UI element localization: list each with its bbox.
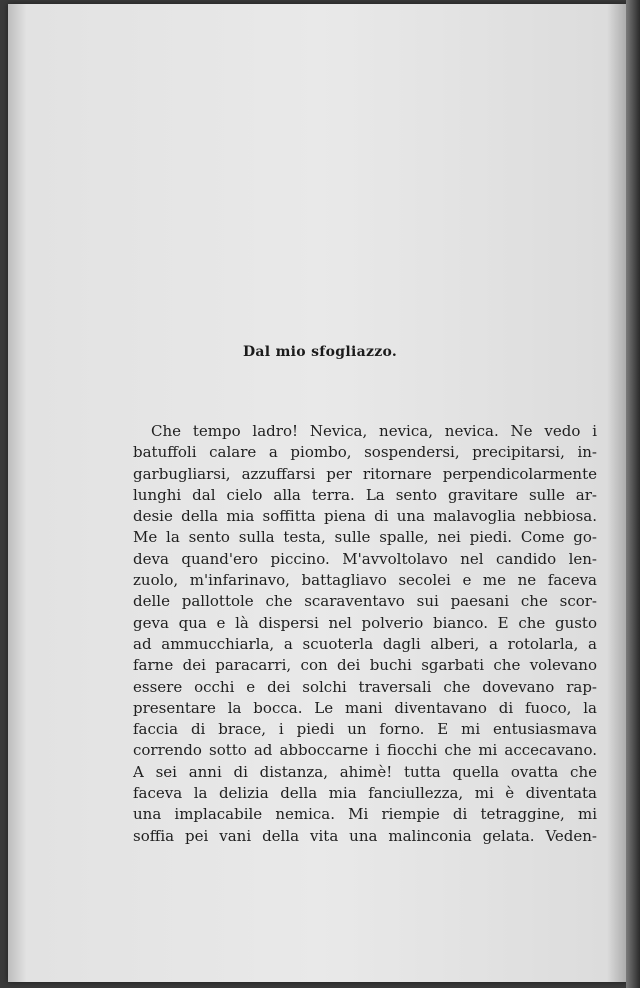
text-line: deva quand'ero piccino. M'avvoltolavo nel candido len- bbox=[133, 549, 597, 568]
text-line: delle pallottole che scaraventavo sui paesani che scor- bbox=[133, 592, 597, 611]
text-line: ad ammucchiarla, a scuoterla dagli alberi, a rotolarla, a bbox=[133, 634, 597, 653]
text-line: Me la sento sulla testa, sulle spalle, nei piedi. Come go- bbox=[133, 528, 597, 547]
text-line: desie della mia soffitta piena di una malavoglia nebbiosa. bbox=[133, 507, 597, 526]
text-line: Che tempo ladro! Nevica, nevica, nevica. Ne vedo i bbox=[151, 422, 597, 440]
text-line: correndo sotto ad abboccarne i fiocchi che mi accecavano. bbox=[133, 741, 597, 760]
text-line: A sei anni di distanza, ahimè! tutta quella ovatta che bbox=[133, 762, 597, 781]
text-line: zuolo, m'infarinavo, battagliavo secolei e me ne faceva bbox=[133, 571, 597, 590]
text-line: una implacabile nemica. Mi riempie di tetraggine, mi bbox=[133, 805, 597, 824]
text-line: faceva la delizia della mia fanciullezza, mi è diventata bbox=[133, 784, 597, 803]
text-line: batuffoli calare a piombo, sospendersi, precipitarsi, in- bbox=[133, 443, 597, 462]
text-line: presentare la bocca. Le mani diventavano di fuoco, la bbox=[133, 698, 597, 717]
text-line: essere occhi e dei solchi traversali che dovevano rap- bbox=[133, 677, 597, 696]
text-line: lunghi dal cielo alla terra. La sento gravitare sulle ar- bbox=[133, 485, 597, 504]
body-text bbox=[133, 421, 597, 847]
text-line: soffia pei vani della vita una malinconia gelata. Veden- bbox=[133, 826, 597, 845]
text-line: faccia di brace, i piedi un forno. E mi entusiasmava bbox=[133, 720, 597, 739]
text-line: garbugliarsi, azzuffarsi per ritornare perpendicolarmente bbox=[133, 464, 597, 483]
page-edge-shadow bbox=[626, 0, 640, 988]
chapter-title: Dal mio sfogliazzo. bbox=[242, 344, 398, 360]
text-line: geva qua e là dispersi nel polverio bianco. E che gusto bbox=[133, 613, 597, 632]
text-line: farne dei paracarri, con dei buchi sgarbati che volevano bbox=[133, 656, 597, 675]
